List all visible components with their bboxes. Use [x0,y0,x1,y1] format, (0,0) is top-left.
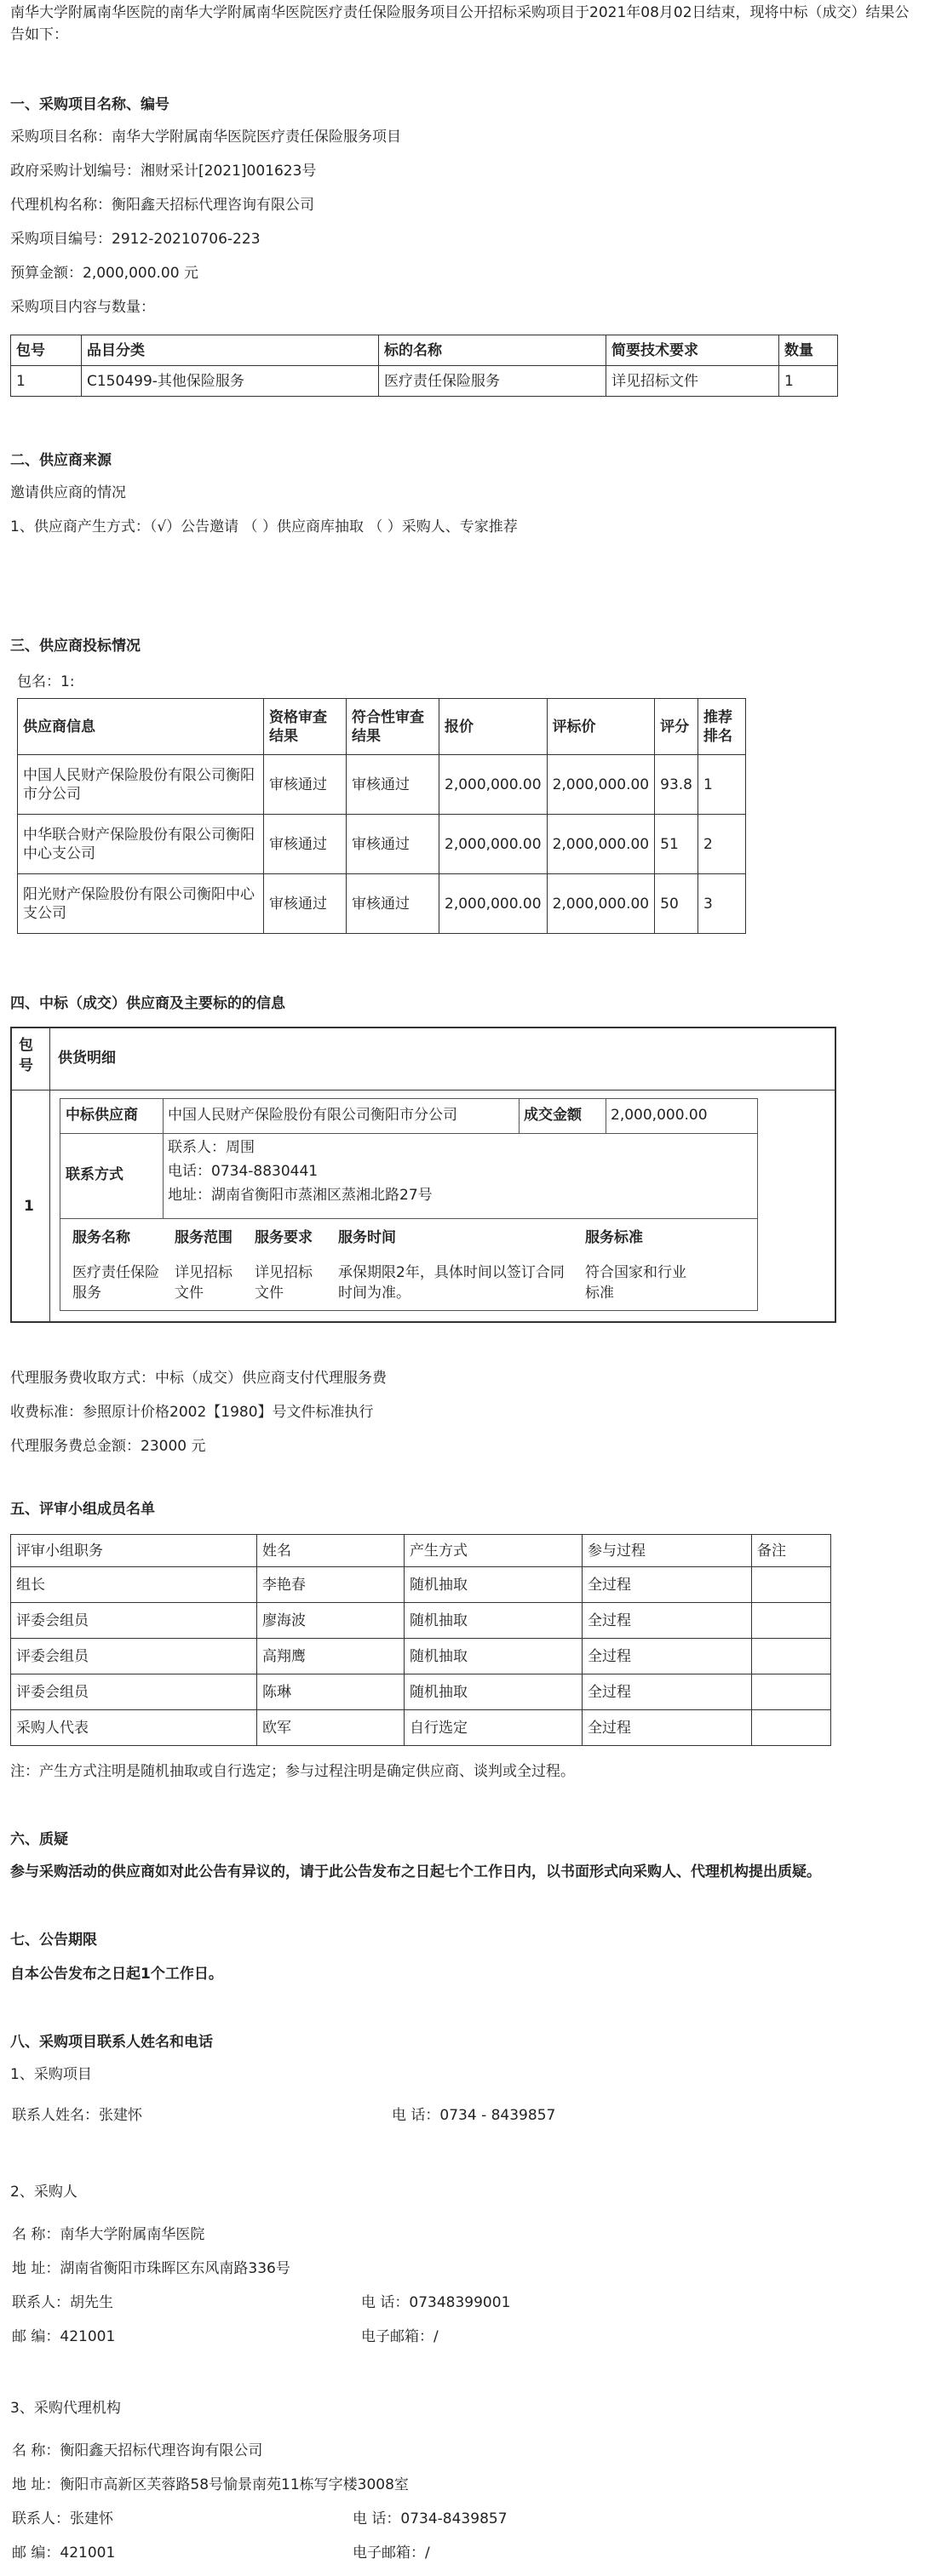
section-4-title: 四、中标（成交）供应商及主要标的的信息 [10,995,285,1012]
supplier-method: 1、供应商产生方式：（√）公告邀请 （ ）供应商库抽取 （ ）采购人、专家推荐 [10,518,518,535]
winner-label-cell [60,1099,164,1134]
table-header: 简要技术要求 [606,335,779,366]
svc-value: 符合国家和行业标准 [585,1264,686,1302]
table-cell: 中国人民财产保险股份有限公司衡阳市分公司 [18,755,264,815]
section-7-title: 七、公告期限 [10,1932,97,1949]
table-row [18,815,746,874]
table-cell: 廖海波 [257,1603,405,1639]
table-header: 推荐排名 [698,699,745,755]
table-cell: 自行选定 [405,1710,583,1746]
contact-sub-project: 1、采购项目 [10,2066,92,2083]
table-header: 标的名称 [379,335,606,366]
table-header-row [11,335,838,366]
section-8-title: 八、采购项目联系人姓名和电话 [10,2034,213,2051]
fee-total: 代理服务费总金额：23000 元 [10,1438,206,1455]
svc-header: 服务时间 [338,1229,396,1246]
table-cell [752,1639,831,1674]
purchaser-contact: 联系人：胡先生 [12,2294,113,2311]
winner-info-table [10,1027,836,1323]
winning-amount: 2,000,000.00 [611,1107,708,1124]
table-header: 资格审查结果 [264,699,347,755]
fee-method: 代理服务费收取方式：中标（成交）供应商支付代理服务费 [10,1370,387,1387]
table-cell: 全过程 [583,1567,752,1603]
table-cell: 中华联合财产保险股份有限公司衡阳中心支公司 [18,815,264,874]
table-cell: 欧军 [257,1710,405,1746]
notice-period-text: 自本公告发布之日起1个工作日。 [10,1966,223,1983]
svc-value: 承保期限2年，具体时间以签订合同时间为准。 [338,1264,565,1302]
table-cell: 全过程 [583,1603,752,1639]
winner-pkg-number: 1 [24,1198,34,1215]
table-cell: C150499-其他保险服务 [82,366,379,397]
intro-text: 南华大学附属南华医院的南华大学附属南华医院医疗责任保险服务项目公开招标采购项目于2021年08月02日结束，现将中标（成交）结果公告如下： [10,4,910,43]
table-row [18,755,746,815]
table-cell: 评委会组员 [11,1603,257,1639]
contact-value-cell [163,1133,757,1219]
table-cell: 审核通过 [347,755,439,815]
svc-value: 医疗责任保险服务 [72,1264,159,1302]
table-cell: 审核通过 [347,874,439,934]
amount-label: 成交金额 [524,1107,582,1124]
project-number: 采购项目编号：2912-20210706-223 [10,231,261,248]
package-name: 包名：1: [17,673,75,690]
section-5-title: 五、评审小组成员名单 [10,1501,155,1518]
purchaser-email: 电子邮箱：/ [361,2328,439,2345]
table-cell: 2,000,000.00 [547,755,655,815]
table-cell: 2,000,000.00 [439,755,548,815]
table-row [11,1567,831,1603]
winner-value-cell [163,1099,520,1134]
contact-address: 地址：湖南省衡阳市蒸湘区蒸湘北路27号 [168,1187,433,1204]
table-cell: 随机抽取 [405,1603,583,1639]
table-row [11,1710,831,1746]
fee-standard: 收费标准：参照原计价格2002【1980】号文件标准执行 [10,1404,374,1421]
agency-name: 代理机构名称：衡阳鑫天招标代理咨询有限公司 [10,197,314,214]
table-cell: 医疗责任保险服务 [379,366,606,397]
table-header: 数量 [779,335,838,366]
purchaser-name: 名 称：南华大学附属南华医院 [12,2226,205,2243]
review-panel-table [10,1534,831,1746]
table-row [11,1674,831,1710]
table-cell: 高翔鹰 [257,1639,405,1674]
contact-person: 联系人：周围 [168,1139,255,1156]
table-header-row [18,699,746,755]
table-cell: 评委会组员 [11,1639,257,1674]
table-cell: 全过程 [583,1639,752,1674]
table-header: 符合性审查结果 [347,699,439,755]
winner-header-pkg-cell [12,1028,50,1091]
table-cell: 组长 [11,1567,257,1603]
table-header: 评分 [655,699,698,755]
table-row [18,874,746,934]
table-cell [752,1674,831,1710]
table-header: 包号 [11,335,82,366]
table-cell: 2 [698,815,745,874]
section-3-title: 三、供应商投标情况 [10,638,141,655]
supplier-invite-label: 邀请供应商的情况 [10,484,126,501]
table-cell: 1 [11,366,82,397]
table-header: 备注 [752,1535,831,1567]
table-cell: 随机抽取 [405,1567,583,1603]
table-row [11,1639,831,1674]
svc-value: 详见招标文件 [255,1264,313,1302]
table-cell: 李艳春 [257,1567,405,1603]
table-cell: 详见招标文件 [606,366,779,397]
amount-value-cell [606,1099,757,1134]
table-cell: 1 [779,366,838,397]
agency-phone: 电 话：0734-8439857 [353,2510,508,2527]
table-cell: 陈琳 [257,1674,405,1710]
purchaser-address: 地 址：湖南省衡阳市珠晖区东风南路336号 [12,2260,290,2277]
agency-address: 地 址：衡阳市高新区芙蓉路58号愉景南苑11栋写字楼3008室 [12,2476,409,2493]
table-cell: 3 [698,874,745,934]
table-cell: 2,000,000.00 [439,815,548,874]
supply-detail-box [60,1098,758,1311]
table-cell: 随机抽取 [405,1674,583,1710]
contact-label: 联系方式 [66,1166,123,1183]
project-contact-name: 联系人姓名：张建怀 [12,2107,142,2124]
amount-label-cell [519,1099,606,1134]
table-row [11,1603,831,1639]
contact-phone: 电话：0734-8830441 [168,1163,319,1180]
contact-label-cell [60,1133,164,1219]
table-cell: 采购人代表 [11,1710,257,1746]
table-cell: 审核通过 [264,874,347,934]
review-note: 注：产生方式注明是随机抽取或自行选定；参与过程注明是确定供应商、谈判或全过程。 [10,1763,575,1780]
table-header: 姓名 [257,1535,405,1567]
svc-value: 详见招标文件 [175,1264,232,1302]
table-cell: 审核通过 [264,815,347,874]
table-cell: 51 [655,815,698,874]
procurement-items-table [10,335,838,397]
table-cell [752,1603,831,1639]
table-cell: 审核通过 [347,815,439,874]
svc-header: 服务范围 [175,1229,232,1246]
winner-header-detail-cell [49,1028,835,1091]
contact-sub-agency: 3、采购代理机构 [10,2400,121,2417]
table-cell: 2,000,000.00 [547,815,655,874]
table-cell [752,1710,831,1746]
budget-amount: 预算金额：2,000,000.00 元 [10,265,198,282]
bid-results-table [17,698,746,934]
agency-contact-person: 联系人：张建怀 [12,2510,113,2527]
table-header: 评审小组职务 [11,1535,257,1567]
agency-zip: 邮 编：421001 [12,2545,116,2562]
contact-sub-purchaser: 2、采购人 [10,2184,78,2201]
objection-text: 参与采购活动的供应商如对此公告有异议的，请于此公告发布之日起七个工作日内，以书面形式向采购人、代理机构提出质疑。 [10,1863,821,1880]
table-cell: 阳光财产保险股份有限公司衡阳中心支公司 [18,874,264,934]
table-cell: 全过程 [583,1710,752,1746]
table-header: 供应商信息 [18,699,264,755]
section-1-title: 一、采购项目名称、编号 [10,96,169,113]
winner-label: 中标供应商 [66,1107,138,1124]
table-cell: 评委会组员 [11,1674,257,1710]
table-header: 产生方式 [405,1535,583,1567]
svc-header: 服务名称 [72,1229,130,1246]
table-cell: 2,000,000.00 [547,874,655,934]
header-detail: 供货明细 [58,1050,116,1067]
section-6-title: 六、质疑 [10,1831,68,1848]
section-2-title: 二、供应商来源 [10,452,112,469]
content-label: 采购项目内容与数量： [10,299,155,316]
table-header: 品目分类 [82,335,379,366]
table-cell: 2,000,000.00 [439,874,548,934]
table-header: 参与过程 [583,1535,752,1567]
purchaser-phone: 电 话：07348399001 [361,2294,511,2311]
svc-header: 服务要求 [255,1229,313,1246]
table-header-row [11,1535,831,1567]
table-cell: 审核通过 [264,755,347,815]
table-cell: 50 [655,874,698,934]
plan-number: 政府采购计划编号：湘财采计[2021]001623号 [10,163,317,180]
winner-pkg-cell [12,1090,50,1321]
winner-name: 中国人民财产保险股份有限公司衡阳市分公司 [168,1107,457,1124]
table-cell: 随机抽取 [405,1639,583,1674]
agency-contact-name: 名 称：衡阳鑫天招标代理咨询有限公司 [12,2442,263,2459]
agency-email: 电子邮箱：/ [353,2545,430,2562]
project-contact-phone: 电 话：0734 - 8439857 [392,2107,556,2124]
table-cell [752,1567,831,1603]
table-cell: 1 [698,755,745,815]
svc-header: 服务标准 [585,1229,643,1246]
table-cell: 全过程 [583,1674,752,1710]
purchaser-zip: 邮 编：421001 [12,2328,116,2345]
table-header: 报价 [439,699,548,755]
table-row [11,366,838,397]
table-header: 评标价 [547,699,655,755]
project-name: 采购项目名称：南华大学附属南华医院医疗责任保险服务项目 [10,129,401,146]
header-pkg: 包号 [19,1037,33,1074]
table-cell: 93.8 [655,755,698,815]
